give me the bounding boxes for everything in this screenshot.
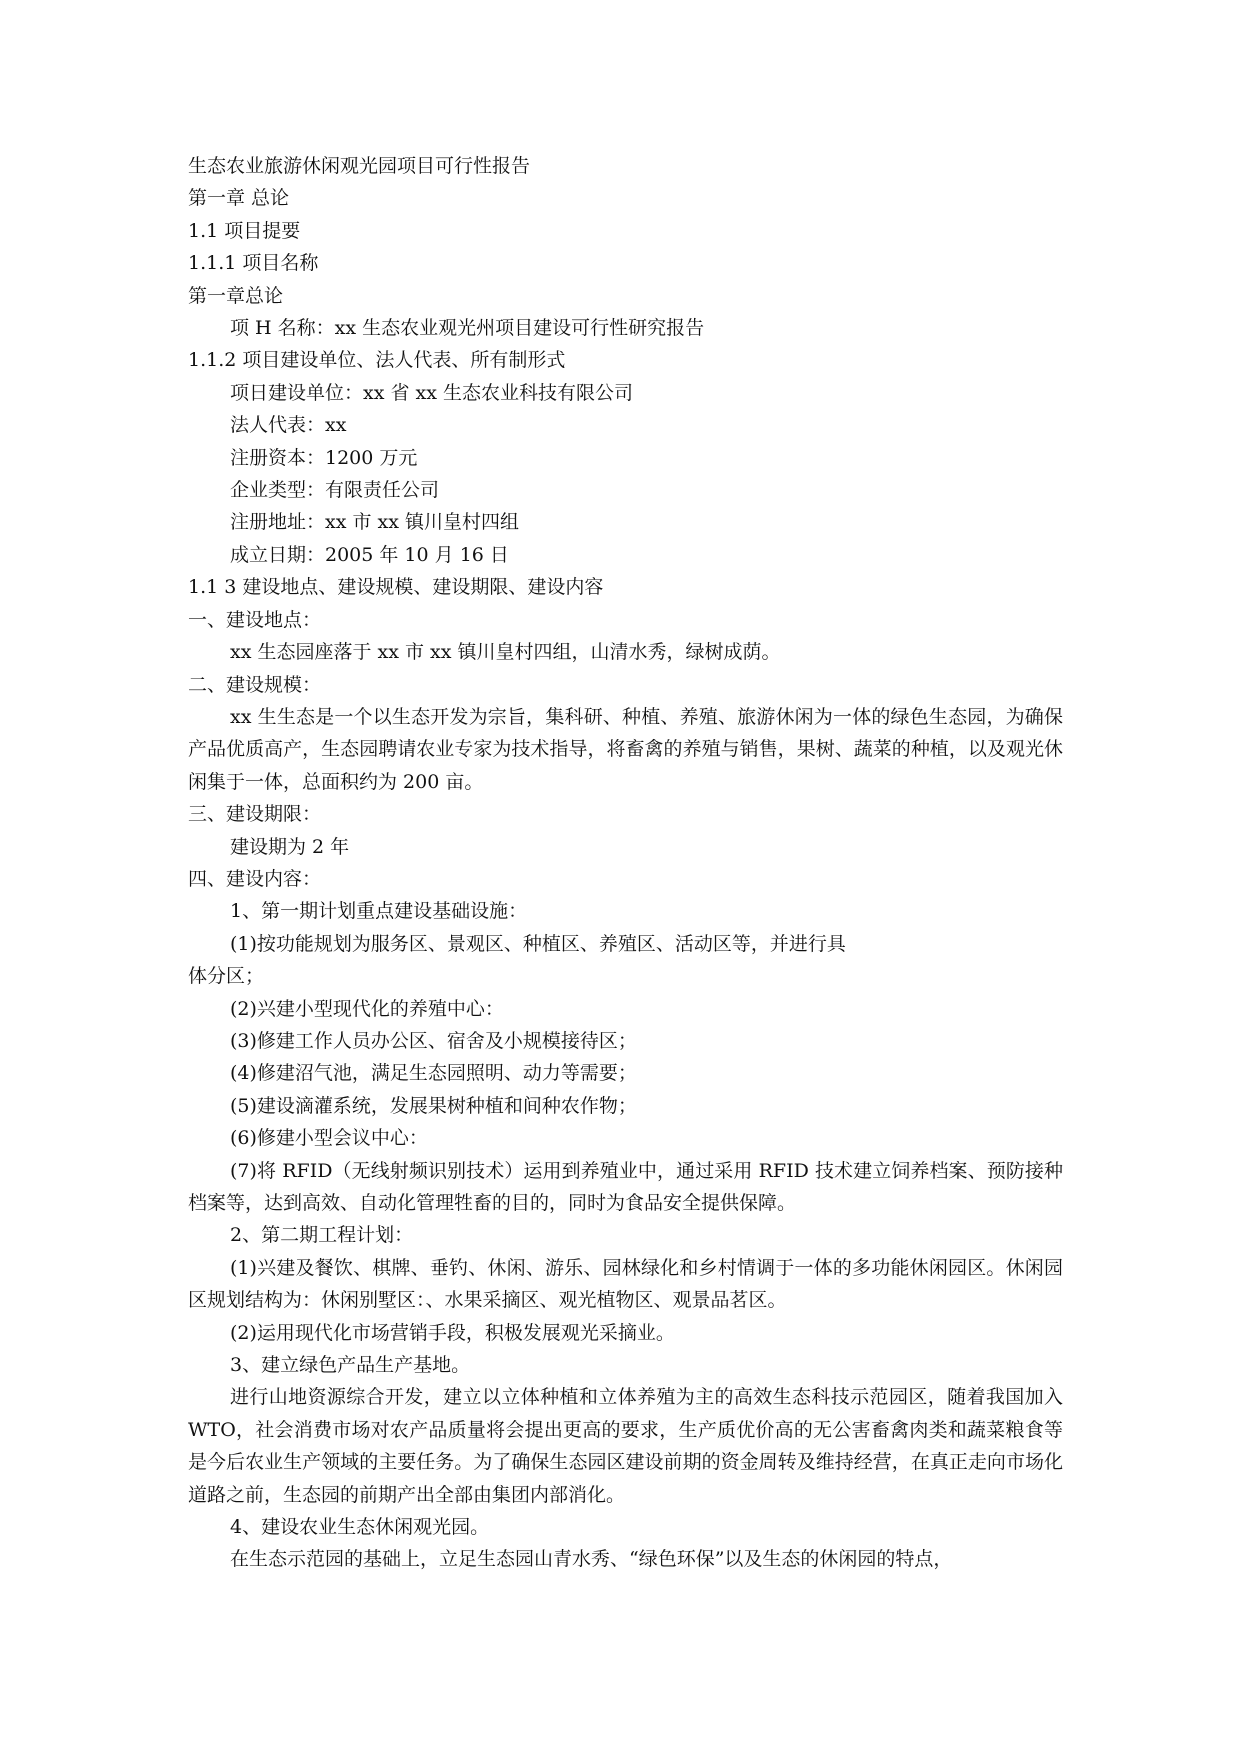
- location-text: xx 生态园座落于 xx 市 xx 镇川皇村四组，山清水秀，绿树成荫。: [230, 641, 781, 664]
- company-type: 企业类型：有限责任公司: [230, 479, 440, 502]
- project-name: 项 H 名称：xx 生态农业观光州项目建设可行性研究报告: [230, 317, 705, 340]
- chapter-heading-repeat: 第一章总论: [188, 284, 284, 307]
- founding-date: 成立日期：2005 年 10 月 16 日: [230, 543, 509, 566]
- phase4-paragraph: 在生态示范园的基础上，立足生态园山青水秀、“绿色环保”以及生态的休闲园的特点，: [230, 1548, 953, 1571]
- phase1-heading: 1、第一期计划重点建设基础设施：: [230, 900, 528, 923]
- phase3-heading: 3、建立绿色产品生产基地。: [230, 1354, 471, 1377]
- subsection-heading: 1.1.1 项目名称: [188, 252, 319, 275]
- list-heading-scale: 二、建设规模：: [188, 673, 322, 696]
- period-text: 建设期为 2 年: [230, 835, 350, 858]
- list-heading-period: 三、建设期限：: [188, 803, 322, 826]
- phase1-item-1-continued: 体分区；: [188, 965, 265, 988]
- subsection-heading: 1.1 3 建设地点、建设规模、建设期限、建设内容: [188, 576, 604, 599]
- chapter-heading: 第一章 总论: [188, 187, 290, 210]
- subsection-heading: 1.1.2 项目建设单位、法人代表、所有制形式: [188, 349, 566, 372]
- phase1-item-6: (6)修建小型会议中心：: [230, 1127, 428, 1150]
- phase1-item-4: (4)修建沼气池，满足生态园照明、动力等需要；: [230, 1062, 637, 1085]
- phase2-item-2: (2)运用现代化市场营销手段，积极发展观光采摘业。: [230, 1321, 675, 1344]
- document-body: [188, 150, 1063, 1576]
- phase1-item-2: (2)兴建小型现代化的养殖中心：: [230, 997, 504, 1020]
- phase2-item-1: (1)兴建及餐饮、棋牌、垂钓、休闲、游乐、园林绿化和乡村情调于一体的多功能休闲园区。休闲园区规划结构为：休闲别墅区：、水果采摘区、观光植物区、观景品茗区。: [188, 1256, 1063, 1312]
- registered-capital: 注册资本：1200 万元: [230, 446, 418, 469]
- phase4-heading: 4、建设农业生态休闲观光园。: [230, 1516, 490, 1539]
- document-title: 生态农业旅游休闲观光园项目可行性报告: [188, 155, 531, 177]
- phase1-item-7: (7)将 RFID（无线射频识别技术）运用到养殖业中，通过采用 RFID 技术建立饲养档案、预防接种档案等，达到高效、自动化管理牲畜的目的，同时为食品安全提供保障。: [188, 1159, 1063, 1214]
- phase3-paragraph: 进行山地资源综合开发，建立以立体种植和立体养殖为主的高效生态科技示范园区，随着我国加入 WTO，社会消费市场对农产品质量将会提出更高的要求，生产质优价高的无公害畜禽肉类和蔬菜粮食等是今后农业生产领域的主要任务。为了确保生态园区建设前期的资金周转及维持经营，在真正走向市场化道路之前，生态园的前期产出全部由集团内部消化。: [188, 1386, 1063, 1506]
- phase1-item-1: (1)按功能规划为服务区、景观区、种植区、养殖区、活动区等，并进行具: [230, 932, 846, 955]
- phase1-item-3: (3)修建工作人员办公区、宿舍及小规模接待区；: [230, 1029, 637, 1052]
- list-heading-content: 四、建设内容：: [188, 867, 322, 890]
- construction-unit: 项日建设单位：xx 省 xx 生态农业科技有限公司: [230, 381, 633, 404]
- phase2-heading: 2、第二期工程计划：: [230, 1224, 414, 1247]
- section-heading: 1.1 项目提要: [188, 219, 301, 242]
- phase1-item-5: (5)建设滴灌系统，发展果树种植和间种农作物；: [230, 1094, 637, 1117]
- registered-address: 注册地址：xx 市 xx 镇川皇村四组: [230, 511, 519, 534]
- scale-paragraph: xx 生生态是一个以生态开发为宗旨，集科研、种植、养殖、旅游休闲为一体的绿色生态园，为确保产品优质高产，生态园聘请农业专家为技术指导，将畜禽的养殖与销售，果树、蔬菜的种植，以及观光休闲集于一体，总面积约为 200 亩。: [188, 705, 1063, 793]
- legal-representative: 法人代表：xx: [230, 414, 347, 437]
- list-heading-location: 一、建设地点：: [188, 608, 322, 631]
